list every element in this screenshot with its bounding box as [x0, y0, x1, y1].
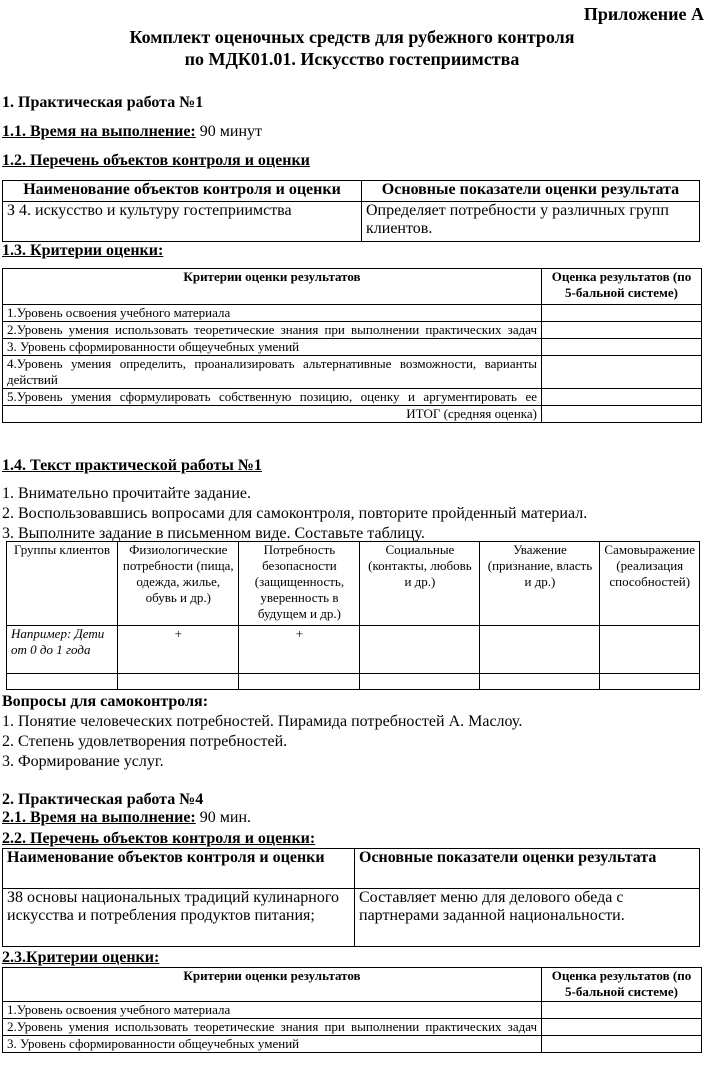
col-header: Уважение (признание, власть и др.): [480, 542, 600, 626]
appendix-label: Приложение А: [583, 4, 704, 24]
empty-cell[interactable]: [360, 674, 480, 690]
time-label: 2.1. Время на выполнение:: [2, 809, 196, 826]
step-item: 2. Воспользовавшись вопросами для самоконтроля, повторите пройденный материал.: [2, 505, 588, 522]
score-cell[interactable]: [542, 1036, 702, 1053]
section1-time: [2, 123, 262, 141]
step-item: 3. Выполните задание в письменном виде. Составьте таблицу.: [2, 525, 425, 542]
total-row: ИТОГ (средняя оценка): [3, 406, 542, 423]
example-cell: Например: Дети от 0 до 1 года: [7, 626, 118, 674]
empty-cell[interactable]: [480, 674, 600, 690]
question-item: 1. Понятие человеческих потребностей. Пирамида потребностей А. Маслоу.: [2, 713, 523, 730]
criteria-row: 2.Уровень умения использовать теоретические знания при выполнении практических задач: [3, 1019, 542, 1036]
objects-table-2: [2, 848, 700, 947]
question-item: 3. Формирование услуг.: [2, 753, 164, 770]
time-value: 90 мин.: [195, 809, 251, 826]
indicator-cell: Составляет меню для делового обеда с партнерами заданной национальности.: [355, 889, 700, 947]
empty-cell[interactable]: [480, 626, 600, 674]
criteria-row: 5.Уровень умения сформулировать собственную позицию, оценку и аргументировать ее: [3, 389, 542, 406]
col-header: Социальные (контакты, любовь и др.): [360, 542, 480, 626]
empty-cell[interactable]: [360, 626, 480, 674]
objects-table: [2, 180, 700, 242]
mark-cell[interactable]: +: [118, 626, 239, 674]
empty-cell[interactable]: [7, 674, 118, 690]
criteria-heading: 1.3. Критерии оценки:: [2, 242, 164, 259]
task-text-heading: 1.4. Текст практической работы №1: [2, 457, 262, 474]
empty-cell[interactable]: [600, 674, 700, 690]
criteria-row: 2.Уровень умения использовать теоретические знания при выполнении практических задач: [3, 322, 542, 339]
mark-cell[interactable]: +: [239, 626, 360, 674]
col-header: Основные показатели оценки результата: [362, 181, 700, 202]
indicator-cell: Определяет потребности у различных групп клиентов.: [362, 202, 700, 242]
criteria-row: 1.Уровень освоения учебного материала: [3, 305, 542, 322]
score-cell[interactable]: [542, 356, 702, 389]
score-cell[interactable]: [542, 322, 702, 339]
criteria-row: 3. Уровень сформированности общеучебных умений: [3, 1036, 542, 1053]
task-steps: [2, 484, 587, 544]
empty-cell[interactable]: [118, 674, 239, 690]
score-cell[interactable]: [542, 389, 702, 406]
criteria-heading: 2.3.Критерии оценки:: [2, 949, 160, 966]
object-cell: З 4. искусство и культуру гостеприимства: [3, 202, 362, 242]
objects-heading: 1.2. Перечень объектов контроля и оценки: [2, 152, 310, 169]
empty-cell[interactable]: [600, 626, 700, 674]
time-value: 90 минут: [195, 123, 262, 140]
questions-list: [2, 712, 522, 772]
score-cell[interactable]: [542, 305, 702, 322]
score-cell[interactable]: [542, 406, 702, 423]
document-title-line2: по МДК01.01. Искусство гостеприимства: [184, 49, 520, 69]
col-header: Наименование объектов контроля и оценки: [3, 849, 355, 889]
criteria-table-2: [2, 967, 702, 1053]
section2-heading: 2. Практическая работа №4: [2, 791, 204, 808]
criteria-row: 1.Уровень освоения учебного материала: [3, 1002, 542, 1019]
col-header: Группы клиентов: [7, 542, 118, 626]
col-header: Физиологические потребности (пища, одежда, жилье, обувь и др.): [118, 542, 239, 626]
objects-heading: 2.2. Перечень объектов контроля и оценки:: [2, 830, 316, 847]
col-header: Оценка результатов (по 5-бальной системе): [542, 269, 702, 305]
criteria-table: [2, 268, 702, 423]
section2-time: [2, 809, 251, 827]
object-cell: З8 основы национальных традиций кулинарного искусства и потребления продуктов питания;: [3, 889, 355, 947]
col-header: Наименование объектов контроля и оценки: [3, 181, 362, 202]
criteria-row: 4.Уровень умения определить, проанализировать альтернативные возможности, варианты действий: [3, 356, 542, 389]
empty-cell[interactable]: [239, 674, 360, 690]
score-cell[interactable]: [542, 1002, 702, 1019]
score-cell[interactable]: [542, 339, 702, 356]
col-header: Самовыражение (реализация способностей): [600, 542, 700, 626]
time-label: 1.1. Время на выполнение:: [2, 123, 196, 140]
criteria-row: 3. Уровень сформированности общеучебных умений: [3, 339, 542, 356]
col-header: Критерии оценки результатов: [3, 269, 542, 305]
step-item: 1. Внимательно прочитайте задание.: [2, 485, 252, 502]
question-item: 2. Степень удовлетворения потребностей.: [2, 733, 288, 750]
col-header: Оценка результатов (по 5-бальной системе): [542, 968, 702, 1002]
section1-heading: 1. Практическая работа №1: [2, 94, 204, 111]
document-title-line1: Комплект оценочных средств для рубежного контроля: [129, 27, 575, 47]
col-header: Основные показатели оценки результата: [355, 849, 700, 889]
score-cell[interactable]: [542, 1019, 702, 1036]
questions-heading: Вопросы для самоконтроля:: [2, 693, 209, 710]
col-header: Критерии оценки результатов: [3, 968, 542, 1002]
needs-table: [6, 541, 700, 690]
col-header: Потребность безопасности (защищенность, уверенность в будущем и др.): [239, 542, 360, 626]
